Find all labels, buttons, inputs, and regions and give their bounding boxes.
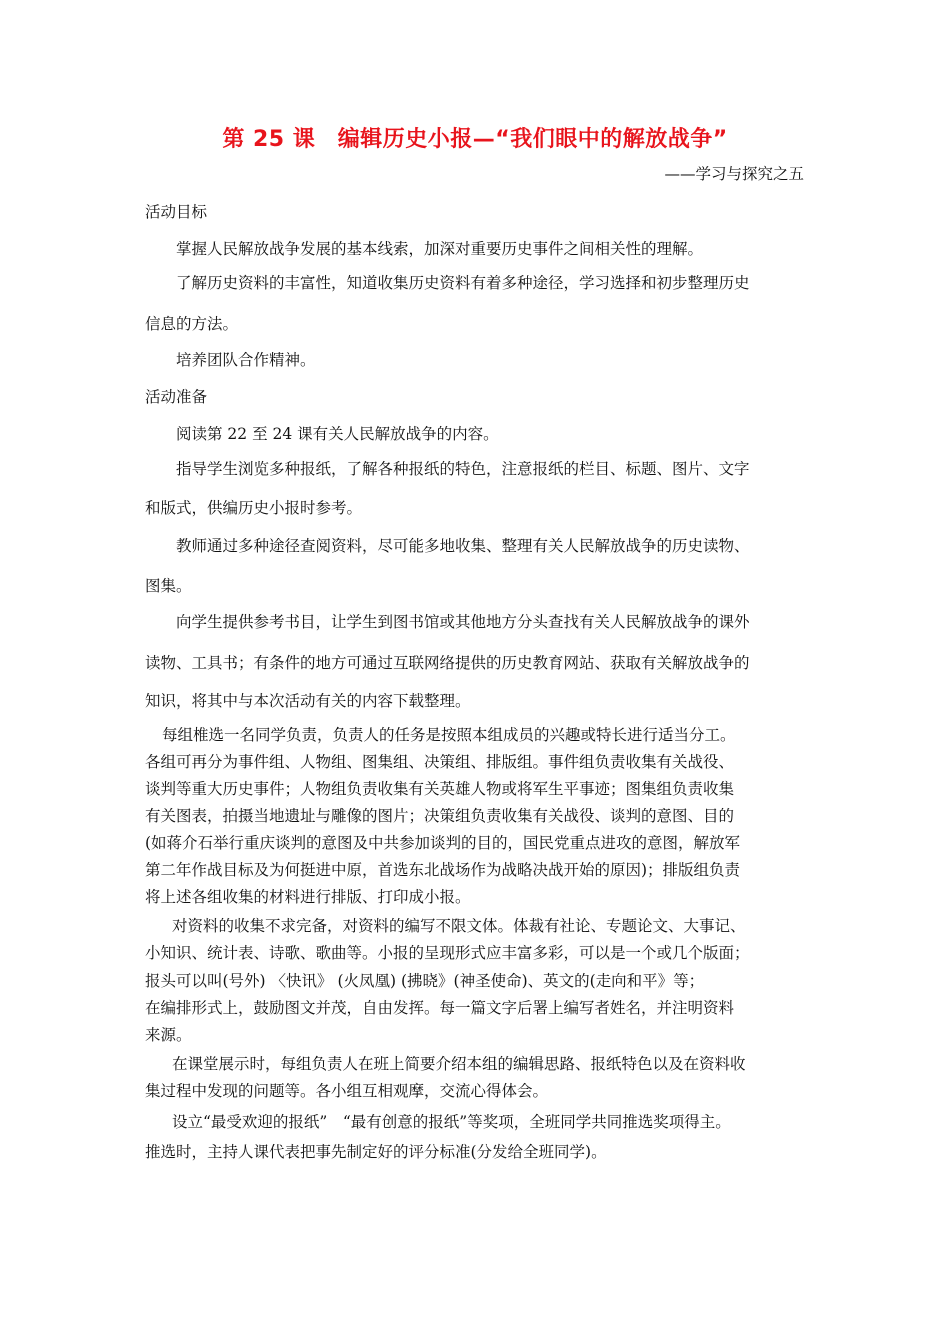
form-paragraph-cont: 小知识、统计表、诗歌、歌曲等。小报的呈现形式应丰富多彩，可以是一个或几个版面； (145, 944, 750, 962)
section-heading-prep: 活动准备 (145, 388, 208, 406)
prep-paragraph-cont: 读物、工具书；有条件的地方可通过互联网络提供的历史教育网站、获取有关解放战争的 (145, 654, 750, 672)
group-paragraph: 每组椎选一名同学负责，负责人的任务是按照本组成员的兴趣或特长进行适当分工。 (162, 726, 736, 744)
group-paragraph-cont: 谈判等重大历史事件；人物组负责收集有关英雄人物或将军生平事迹；图集组负责收集 (145, 780, 735, 798)
show-paragraph-cont: 集过程中发现的问题等。各小组互相观摩，交流心得体会。 (145, 1082, 549, 1100)
goal-paragraph: 掌握人民解放战争发展的基本线索，加深对重要历史事件之间相关性的理解。 (176, 240, 704, 258)
prep-paragraph: 阅读第 22 至 24 课有关人民解放战争的内容。 (176, 425, 499, 443)
lesson-subtitle: ——学习与探究之五 (664, 165, 804, 183)
group-paragraph-cont: 各组可再分为事件组、人物组、图集组、决策组、排版组。事件组负责收集有关战役、 (145, 753, 735, 771)
prep-paragraph-cont: 和版式，供编历史小报时参考。 (145, 499, 363, 517)
prep-paragraph-cont: 图集。 (145, 577, 192, 595)
group-paragraph-cont: 第二年作战目标及为何挺进中原，首选东北战场作为战略决战开始的原因)；排版组负责 (145, 861, 741, 879)
section-heading-goals: 活动目标 (145, 203, 208, 221)
prep-paragraph: 指导学生浏览多种报纸，了解各种报纸的特色，注意报纸的栏目、标题、图片、文字 (176, 460, 750, 478)
form-paragraph: 对资料的收集不求完备，对资料的编写不限文体。体裁有社论、专题论文、大事记、 (172, 917, 746, 935)
award-paragraph: 设立“最受欢迎的报纸” “最有创意的报纸”等奖项，全班同学共同推选奖项得主。 (172, 1113, 731, 1131)
group-paragraph-cont: 有关图表，拍摄当地遗址与雕像的图片；决策组负责收集有关战役、谈判的意图、目的 (145, 807, 735, 825)
prep-paragraph-cont: 知识，将其中与本次活动有关的内容下载整理。 (145, 692, 471, 710)
goal-paragraph-cont: 信息的方法。 (145, 315, 239, 333)
lesson-title: 第 25 课 编辑历史小报—“我们眼中的解放战争” (222, 127, 728, 152)
show-paragraph: 在课堂展示时，每组负责人在班上简要介绍本组的编辑思路、报纸特色以及在资料收 (172, 1055, 746, 1073)
group-paragraph-cont: (如蒋介石举行重庆谈判的意图及中共参加谈判的目的，国民党重点进攻的意图，解放军 (145, 834, 741, 852)
form-paragraph-cont: 在编排形式上，鼓励图文并茂，自由发挥。每一篇文字后署上编写者姓名，并注明资料 (145, 999, 735, 1017)
group-paragraph-cont: 将上述各组收集的材料进行排版、打印成小报。 (145, 888, 471, 906)
goal-paragraph: 了解历史资料的丰富性，知道收集历史资料有着多种途径，学习选择和初步整理历史 (176, 274, 750, 292)
form-paragraph-cont: 来源。 (145, 1026, 192, 1044)
goal-paragraph: 培养团队合作精神。 (176, 351, 316, 369)
prep-paragraph: 向学生提供参考书目，让学生到图书馆或其他地方分头查找有关人民解放战争的课外 (176, 613, 750, 631)
form-paragraph-cont: 报头可以叫(号外) 〈快讯》 (火凤凰) (拂晓》(神圣使命)、英文的(走向和平》等； (145, 972, 705, 990)
award-paragraph-cont: 推选时，主持人课代表把事先制定好的评分标准(分发给全班同学)。 (145, 1143, 607, 1161)
prep-paragraph: 教师通过多种途径查阅资料，尽可能多地收集、整理有关人民解放战争的历史读物、 (176, 537, 750, 555)
